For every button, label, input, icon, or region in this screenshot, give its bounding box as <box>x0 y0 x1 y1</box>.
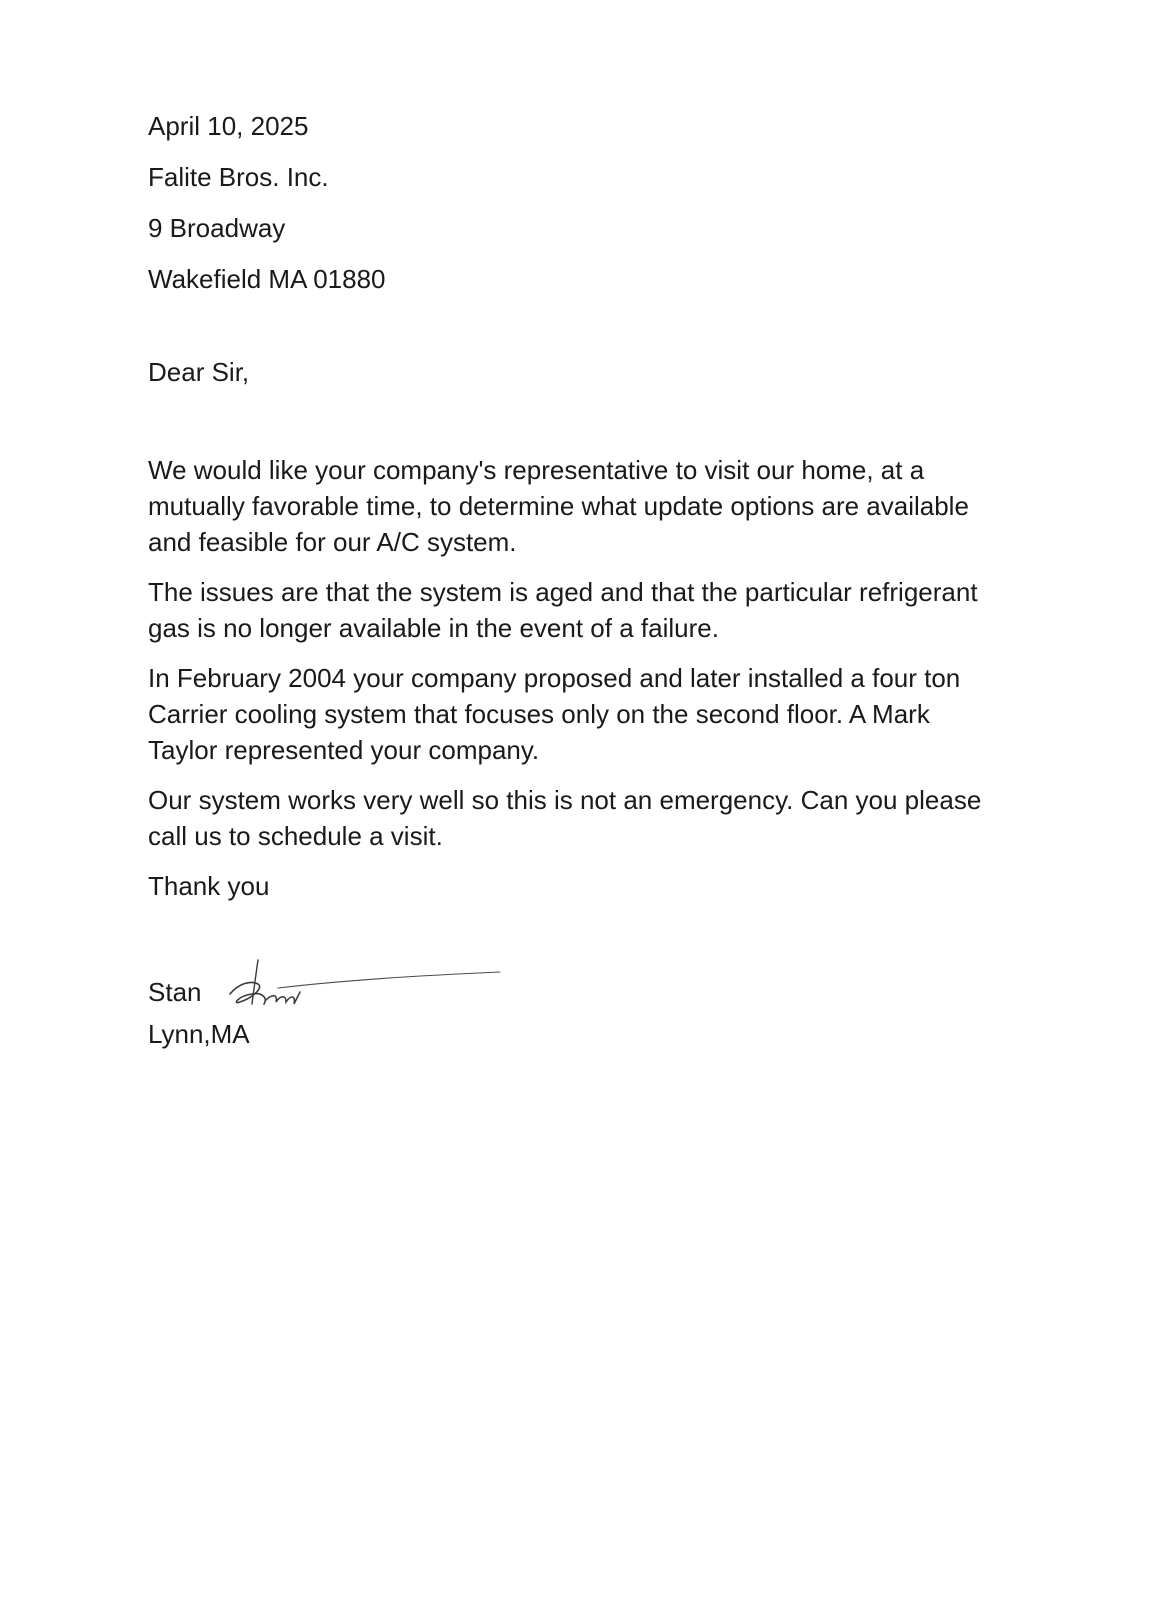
closing: Thank you <box>148 871 270 901</box>
handwritten-signature <box>168 954 508 1024</box>
paragraph-history: In February 2004 your company proposed and later installed a four ton Carrier cooling system that focuses only on the second floor. A Mark Taylor represented your company. <box>148 663 961 765</box>
recipient-company: Falite Bros. Inc. <box>148 162 329 192</box>
letter-body <box>148 108 1048 1052</box>
paragraph-visit-request: We would like your company's representative to visit our home, at a mutually favorable time, to determine what update options are available and feasible for our A/C system. <box>148 455 969 557</box>
signer-location: Lynn,MA <box>148 1019 250 1049</box>
paragraph-not-emergency: Our system works very well so this is not an emergency. Can you please call us to schedule a visit. <box>148 785 982 851</box>
signature-block <box>148 966 1048 1016</box>
signer-name: Stan <box>148 977 202 1007</box>
paragraph-issues: The issues are that the system is aged and that the particular refrigerant gas is no longer available in the event of a failure. <box>148 577 978 643</box>
recipient-street: 9 Broadway <box>148 213 286 243</box>
letter-date: April 10, 2025 <box>148 111 309 141</box>
recipient-city-state-zip: Wakefield MA 01880 <box>148 264 386 294</box>
salutation: Dear Sir, <box>148 357 250 387</box>
